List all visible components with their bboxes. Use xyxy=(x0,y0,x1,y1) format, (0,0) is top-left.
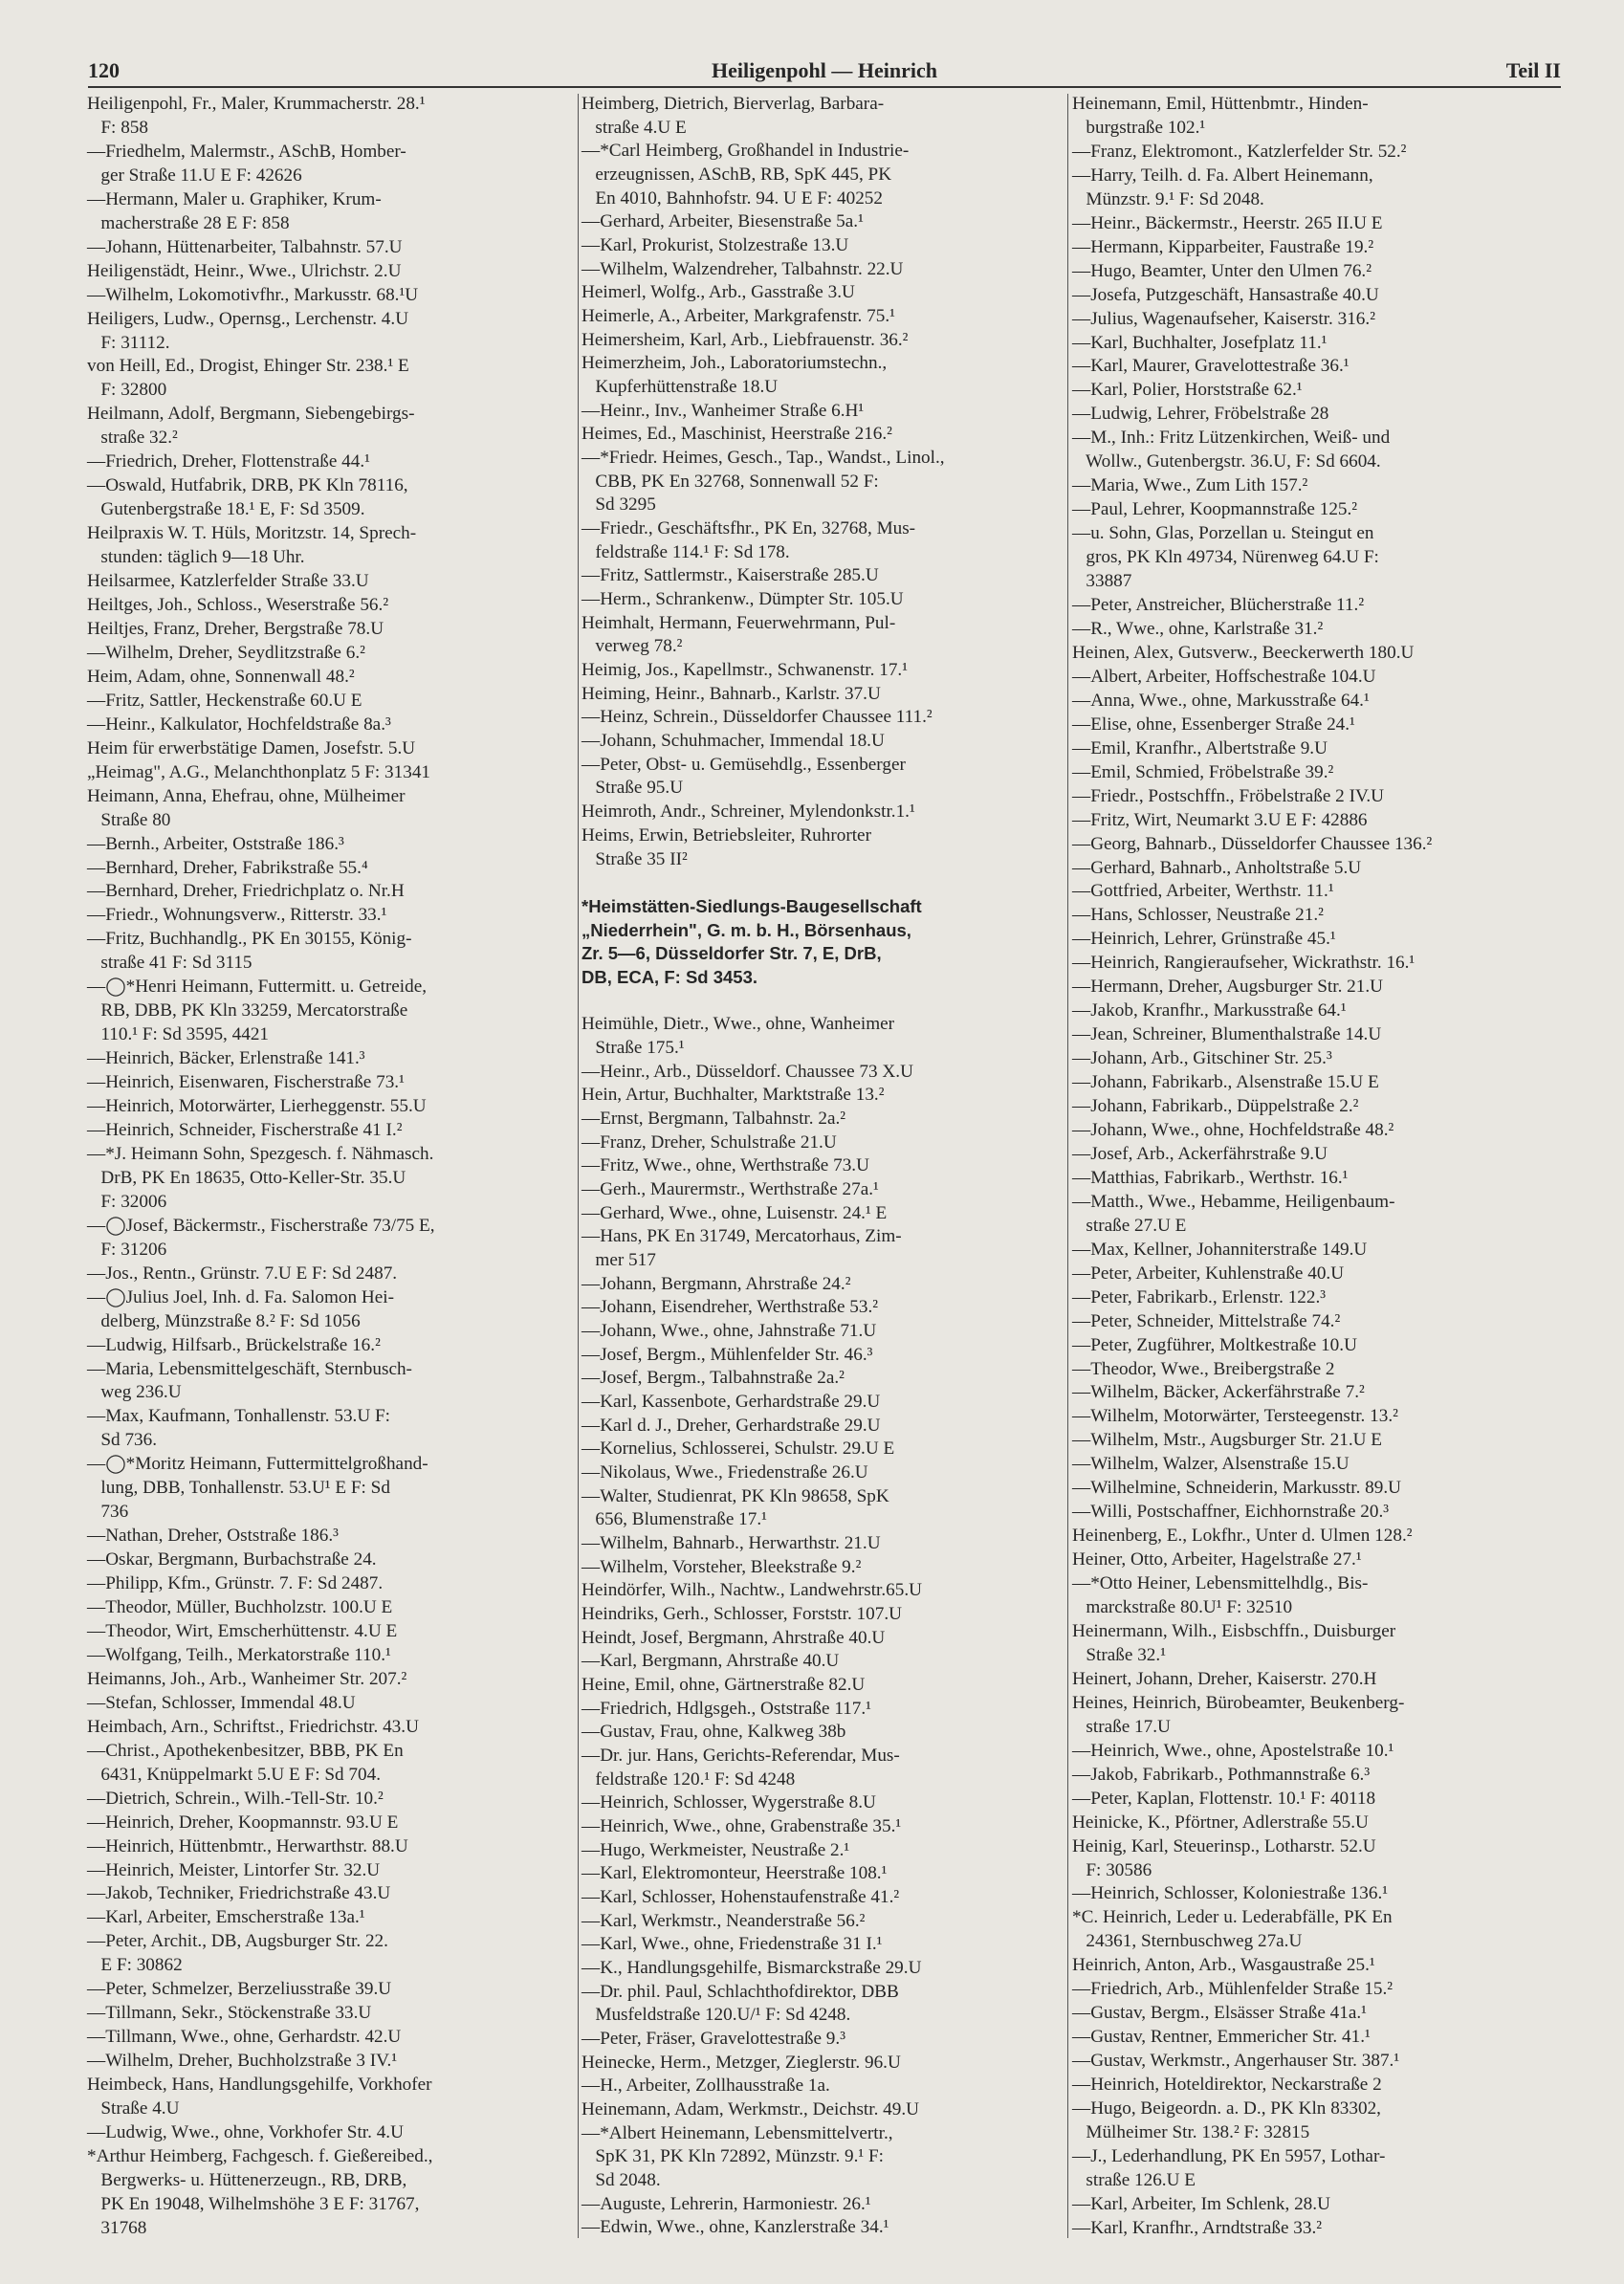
directory-entry-line: —Hans, Schlosser, Neustraße 21.² xyxy=(1072,905,1324,926)
directory-entry-line: Heimerl, Wolfg., Arb., Gasstraße 3.U xyxy=(582,282,855,303)
directory-entry-line: —Heinr., Bäckermstr., Heerstr. 265 II.U E xyxy=(1072,212,1383,233)
directory-entry-line: —Julius, Wagenaufseher, Kaiserstr. 316.² xyxy=(1072,308,1375,329)
directory-entry-line: —◯*Moritz Heimann, Futtermittelgroßhand- xyxy=(87,1454,428,1475)
directory-entry-line: Straße 80 xyxy=(87,809,171,830)
directory-entry-line: —Bernhard, Dreher, Friedrichplatz o. Nr.H xyxy=(87,881,405,902)
directory-entry-line: —Friedr., Wohnungsverw., Ritterstr. 33.¹ xyxy=(87,905,387,926)
directory-entry-line: —Theodor, Wirt, Emscherhüttenstr. 4.U E xyxy=(87,1621,398,1641)
directory-entry-line: —Auguste, Lehrerin, Harmoniestr. 26.¹ xyxy=(582,2193,871,2214)
directory-entry-line: —Wilhelm, Walzendreher, Talbahnstr. 22.U xyxy=(582,258,904,279)
directory-entry-line: delberg, Münzstraße 8.² F: Sd 1056 xyxy=(87,1310,361,1331)
directory-entry-line: Gutenbergstraße 18.¹ E, F: Sd 3509. xyxy=(87,499,365,520)
directory-entry-line: Heines, Heinrich, Bürobeamter, Beukenberg- xyxy=(1072,1692,1405,1713)
directory-entry-line: Zr. 5—6, Düsseldorfer Str. 7, E, DrB, xyxy=(582,943,882,964)
directory-entry-line: *Heimstätten-Siedlungs-Baugesellschaft xyxy=(582,895,922,916)
directory-entry-line: Heinrich, Anton, Arb., Wasgaustraße 25.¹ xyxy=(1072,1955,1375,1976)
directory-entry-line: Straße 4.U xyxy=(87,2098,180,2119)
directory-entry-line: —Heinr., Kalkulator, Hochfeldstraße 8a.³ xyxy=(87,714,391,735)
directory-entry-line: —Wolfgang, Teilh., Merkatorstraße 110.¹ xyxy=(87,1644,391,1665)
directory-entry-line: —Fritz, Buchhandlg., PK En 30155, König- xyxy=(87,929,412,950)
directory-entry-line: —Johann, Hüttenarbeiter, Talbahnstr. 57.U xyxy=(87,236,403,257)
directory-entry-line: —Franz, Elektromont., Katzlerfelder Str. 52.² xyxy=(1072,141,1407,162)
directory-entry-line: —Johann, Fabrikarb., Alsenstraße 15.U E xyxy=(1072,1072,1379,1093)
directory-entry-line: —*Friedr. Heimes, Gesch., Tap., Wandst., Linol., xyxy=(582,448,945,469)
directory-entry-line: —R., Wwe., ohne, Karlstraße 31.² xyxy=(1072,618,1324,639)
directory-column-2 xyxy=(582,94,1065,2238)
directory-entry-line: verweg 78.² xyxy=(582,636,683,657)
directory-entry-line: Heinemann, Emil, Hüttenbmtr., Hinden- xyxy=(1072,94,1369,114)
directory-entry-line: *Arthur Heimberg, Fachgesch. f. Gießereibed., xyxy=(87,2145,433,2166)
directory-entry-line: Münzstr. 9.¹ F: Sd 2048. xyxy=(1072,188,1264,209)
directory-entry-line: straße 4.U E xyxy=(582,117,687,138)
directory-entry-line: 736 xyxy=(87,1502,129,1523)
directory-entry-line: Heinenberg, E., Lokfhr., Unter d. Ulmen 128.² xyxy=(1072,1526,1413,1547)
directory-entry-line: —Karl, Elektromonteur, Heerstraße 108.¹ xyxy=(582,1863,888,1884)
directory-column-3 xyxy=(1072,94,1562,2238)
directory-entry-line: Heimanns, Joh., Arb., Wanheimer Str. 207.² xyxy=(87,1668,407,1689)
directory-entry-line: Wollw., Gutenbergstr. 36.U, F: Sd 6604. xyxy=(1072,451,1381,472)
directory-entry-line: Heiltges, Joh., Schloss., Weserstraße 56.² xyxy=(87,595,389,616)
directory-entry-line: —Heinrich, Bäcker, Erlenstraße 141.³ xyxy=(87,1048,365,1069)
directory-entry-line: —Ludwig, Wwe., ohne, Vorkhofer Str. 4.U xyxy=(87,2122,404,2143)
directory-entry-line: —Heinrich, Rangieraufseher, Wickrathstr. 16.¹ xyxy=(1072,953,1416,974)
column-divider xyxy=(1067,94,1068,2238)
directory-entry-line: Heindörfer, Wilh., Nachtw., Landwehrstr.65.U xyxy=(582,1580,922,1601)
directory-entry-line: F: 858 xyxy=(87,117,148,138)
directory-entry-line: —◯Josef, Bäckermstr., Fischerstraße 73/75 E, xyxy=(87,1215,435,1236)
directory-entry-line: 24361, Sternbuschweg 27a.U xyxy=(1072,1931,1303,1952)
directory-entry-line: Heinermann, Wilh., Eisbschffn., Duisburger xyxy=(1072,1621,1396,1641)
directory-entry-line: Straße 32.¹ xyxy=(1072,1644,1166,1665)
directory-entry-line: —Franz, Dreher, Schulstraße 21.U xyxy=(582,1131,837,1153)
directory-entry-line: —Gustav, Werkmstr., Angerhauser Str. 387.¹ xyxy=(1072,2051,1400,2072)
directory-entry-line: —Ludwig, Hilfsarb., Brückelstraße 16.² xyxy=(87,1334,381,1355)
directory-entry-line: mer 517 xyxy=(582,1249,656,1270)
directory-entry-line: F: 32006 xyxy=(87,1191,167,1212)
directory-entry-line: —Hugo, Beigeordn. a. D., PK Kln 83302, xyxy=(1072,2098,1381,2119)
directory-entry-line: —Matthias, Fabrikarb., Werthstr. 16.¹ xyxy=(1072,1167,1349,1188)
directory-entry-line: —Heinrich, Motorwärter, Lierheggenstr. 55.U xyxy=(87,1096,427,1117)
directory-entry-line: Heiligers, Ludw., Opernsg., Lerchenstr. 4.U xyxy=(87,308,409,329)
directory-entry-line: —Tillmann, Wwe., ohne, Gerhardstr. 42.U xyxy=(87,2027,402,2048)
directory-entry-line: —Heinrich, Schlosser, Koloniestraße 136.¹ xyxy=(1072,1883,1389,1904)
directory-entry-line: —Johann, Eisendreher, Werthstraße 53.² xyxy=(582,1297,878,1318)
directory-entry-line: Heinecke, Herm., Metzger, Zieglerstr. 96.U xyxy=(582,2052,901,2073)
directory-entry-line: Heimig, Jos., Kapellmstr., Schwanenstr. 17.¹ xyxy=(582,660,908,681)
directory-entry-line: Sd 2048. xyxy=(582,2170,661,2191)
directory-entry-line: —*Albert Heinemann, Lebensmittelvertr., xyxy=(582,2122,893,2143)
directory-entry-line: —Hermann, Dreher, Augsburger Str. 21.U xyxy=(1072,977,1384,998)
directory-entry-line: 33887 xyxy=(1072,571,1132,592)
directory-entry-line: —Gustav, Rentner, Emmericher Str. 41.¹ xyxy=(1072,2027,1371,2048)
directory-entry-line: —Hugo, Werkmeister, Neustraße 2.¹ xyxy=(582,1839,850,1860)
directory-entry-line: —Heinz, Schrein., Düsseldorfer Chaussee 111.² xyxy=(582,707,933,728)
directory-entry-line: straße 32.² xyxy=(87,428,178,449)
directory-entry-line: Heinemann, Adam, Werkmstr., Deichstr. 49.U xyxy=(582,2099,920,2120)
directory-entry-line: —Heinrich, Schneider, Fischerstraße 41 I.² xyxy=(87,1119,403,1140)
directory-entry-line: —Wilhelm, Dreher, Buchholzstraße 3 IV.¹ xyxy=(87,2051,398,2072)
directory-entry-line: Kupferhüttenstraße 18.U xyxy=(582,377,779,398)
directory-entry-line: burgstraße 102.¹ xyxy=(1072,117,1206,138)
directory-entry-line: —Kornelius, Schlosserei, Schulstr. 29.U E xyxy=(582,1438,895,1460)
directory-entry-line: —Karl, Arbeiter, Im Schlenk, 28.U xyxy=(1072,2193,1330,2214)
directory-entry-line: —Heinrich, Wwe., ohne, Grabenstraße 35.¹ xyxy=(582,1816,902,1837)
directory-entry-line: 6431, Knüppelmarkt 5.U E F: Sd 704. xyxy=(87,1764,381,1785)
directory-entry-line: —Hermann, Maler u. Graphiker, Krum- xyxy=(87,188,382,209)
directory-entry-line: —Theodor, Wwe., Breibergstraße 2 xyxy=(1072,1358,1335,1379)
directory-entry-line: F: 31112. xyxy=(87,332,170,353)
directory-entry-line: Musfeldstraße 120.U/¹ F: Sd 4248. xyxy=(582,2005,851,2026)
directory-entry-line: Heinig, Karl, Steuerinsp., Lotharstr. 52.U xyxy=(1072,1835,1376,1856)
directory-entry-line: straße 41 F: Sd 3115 xyxy=(87,953,252,974)
directory-entry-line: 31768 xyxy=(87,2217,147,2238)
directory-entry-line: Sd 736. xyxy=(87,1430,158,1451)
directory-entry-line: —Max, Kaufmann, Tonhallenstr. 53.U F: xyxy=(87,1406,390,1427)
directory-entry-line: —Johann, Fabrikarb., Düppelstraße 2.² xyxy=(1072,1096,1359,1117)
directory-entry-line: F: 30586 xyxy=(1072,1859,1152,1880)
directory-entry-line: En 4010, Bahnhofstr. 94. U E F: 40252 xyxy=(582,187,883,209)
directory-entry-line: Heilmann, Adolf, Bergmann, Siebengebirgs- xyxy=(87,404,415,425)
directory-entry-line: —Wilhelm, Mstr., Augsburger Str. 21.U E xyxy=(1072,1430,1382,1451)
directory-entry-line: straße 27.U E xyxy=(1072,1215,1187,1236)
directory-entry-line: weg 236.U xyxy=(87,1382,182,1403)
directory-entry-line: —Friedhelm, Malermstr., ASchB, Homber- xyxy=(87,141,406,162)
directory-entry-line: —Christ., Apothekenbesitzer, BBB, PK En xyxy=(87,1740,404,1761)
directory-entry-line: —Karl, Kranfhr., Arndtstraße 33.² xyxy=(1072,2217,1322,2238)
directory-entry-line: —Heinrich, Wwe., ohne, Apostelstraße 10.¹ xyxy=(1072,1740,1394,1761)
directory-entry-line: —Johann, Wwe., ohne, Hochfeldstraße 48.² xyxy=(1072,1119,1394,1140)
directory-entry-line: —Johann, Arb., Gitschiner Str. 25.³ xyxy=(1072,1048,1332,1069)
directory-entry-line: Heinen, Alex, Gutsverw., Beeckerwerth 180.U xyxy=(1072,642,1415,663)
directory-entry-line: —Friedr., Geschäftsfhr., PK En, 32768, Mus- xyxy=(582,518,916,539)
directory-entry-line: —Hugo, Beamter, Unter den Ulmen 76.² xyxy=(1072,260,1372,281)
directory-entry-line: Heiltjes, Franz, Dreher, Bergstraße 78.U xyxy=(87,618,384,639)
directory-entry-line: —Gustav, Bergm., Elsässer Straße 41a.¹ xyxy=(1072,2003,1367,2024)
directory-entry-line: —Karl, Polier, Horststraße 62.¹ xyxy=(1072,380,1303,401)
page-number: 120 xyxy=(88,58,120,82)
directory-entry-line: ger Straße 11.U E F: 42626 xyxy=(87,165,302,186)
directory-entry-line: —H., Arbeiter, Zollhausstraße 1a. xyxy=(582,2075,830,2097)
directory-entry-line: —*Carl Heimberg, Großhandel in Industrie- xyxy=(582,141,910,162)
directory-entry-line: feldstraße 114.¹ F: Sd 178. xyxy=(582,541,790,562)
directory-entry-line: straße 17.U xyxy=(1072,1716,1171,1737)
directory-entry-line: —Wilhelm, Walzer, Alsenstraße 15.U xyxy=(1072,1454,1350,1475)
directory-entry-line: —Theodor, Müller, Buchholzstr. 100.U E xyxy=(87,1597,393,1618)
column-divider xyxy=(578,94,579,2238)
directory-entry-line: —Tillmann, Sekr., Stöckenstraße 33.U xyxy=(87,2003,372,2024)
directory-entry-line: —Peter, Schmelzer, Berzeliusstraße 39.U xyxy=(87,1979,392,2000)
directory-entry-line: —Jos., Rentn., Grünstr. 7.U E F: Sd 2487. xyxy=(87,1263,398,1284)
directory-entry-line: —Friedrich, Hdlgsgeh., Oststraße 117.¹ xyxy=(582,1698,871,1719)
directory-entry-line: Hein, Artur, Buchhalter, Marktstraße 13.² xyxy=(582,1085,885,1106)
directory-entry-line: —Gerh., Maurermstr., Werthstraße 27a.¹ xyxy=(582,1178,879,1199)
directory-entry-line: —Jakob, Techniker, Friedrichstraße 43.U xyxy=(87,1883,391,1904)
directory-entry-line: —Oskar, Bergmann, Burbachstraße 24. xyxy=(87,1549,377,1570)
directory-entry-line: —Karl, Arbeiter, Emscherstraße 13a.¹ xyxy=(87,1907,365,1928)
directory-entry-line: PK En 19048, Wilhelmshöhe 3 E F: 31767, xyxy=(87,2193,420,2214)
directory-entry-line: —Karl, Werkmstr., Neanderstraße 56.² xyxy=(582,1910,866,1931)
directory-entry-line: —Herm., Schrankenw., Dümpter Str. 105.U xyxy=(582,589,904,610)
directory-entry-line: —Heinrich, Meister, Lintorfer Str. 32.U xyxy=(87,1859,381,1880)
directory-entry-line: —Heinrich, Schlosser, Wygerstraße 8.U xyxy=(582,1792,876,1813)
directory-entry-line: —Fritz, Sattlermstr., Kaiserstraße 285.U xyxy=(582,565,879,586)
directory-entry-line: —Dr. phil. Paul, Schlachthofdirektor, DBB xyxy=(582,1981,899,2002)
directory-entry-line: feldstraße 120.¹ F: Sd 4248 xyxy=(582,1768,796,1790)
directory-entry-line: —Elise, ohne, Essenberger Straße 24.¹ xyxy=(1072,714,1355,735)
directory-entry-line: —Heinrich, Hoteldirektor, Neckarstraße 2 xyxy=(1072,2075,1382,2096)
directory-entry-line: Heimes, Ed., Maschinist, Heerstraße 216.² xyxy=(582,424,892,445)
directory-entry-line: Heilpraxis W. T. Hüls, Moritzstr. 14, Sprech- xyxy=(87,523,417,544)
directory-entry-line: —Josef, Bergm., Mühlenfelder Str. 46.³ xyxy=(582,1344,873,1365)
directory-entry-line: marckstraße 80.U¹ F: 32510 xyxy=(1072,1597,1293,1618)
directory-entry-line: —Heinrich, Eisenwaren, Fischerstraße 73.¹ xyxy=(87,1072,405,1093)
directory-entry-line: —Albert, Arbeiter, Hoffschestraße 104.U xyxy=(1072,666,1376,687)
directory-entry-line: Straße 175.¹ xyxy=(582,1037,685,1058)
directory-entry-line: —u. Sohn, Glas, Porzellan u. Steingut en xyxy=(1072,523,1374,544)
directory-entry-line: —Peter, Archit., DB, Augsburger Str. 22. xyxy=(87,1931,388,1952)
directory-entry-line: Heindriks, Gerh., Schlosser, Forststr. 107.U xyxy=(582,1604,902,1624)
directory-entry-line: —Karl, Bergmann, Ahrstraße 40.U xyxy=(582,1651,840,1672)
directory-entry-line: Heimberg, Dietrich, Bierverlag, Barbara- xyxy=(582,94,885,114)
directory-entry-line: Heine, Emil, ohne, Gärtnerstraße 82.U xyxy=(582,1675,866,1696)
directory-entry-line: —Wilhelm, Dreher, Seydlitzstraße 6.² xyxy=(87,642,365,663)
directory-entry-line: —Georg, Bahnarb., Düsseldorfer Chaussee 136.² xyxy=(1072,833,1433,854)
directory-entry-line: —Anna, Wwe., ohne, Markusstraße 64.¹ xyxy=(1072,690,1370,711)
directory-entry-line: —Gerhard, Arbeiter, Biesenstraße 5a.¹ xyxy=(582,211,864,232)
directory-entry-line: —Fritz, Wwe., ohne, Werthstraße 73.U xyxy=(582,1155,869,1176)
directory-entry-line: Heimbeck, Hans, Handlungsgehilfe, Vorkhofer xyxy=(87,2075,432,2096)
directory-entry-line: Heimerzheim, Joh., Laboratoriumstechn., xyxy=(582,353,888,374)
directory-entry-line: —Gustav, Frau, ohne, Kalkweg 38b xyxy=(582,1722,846,1743)
directory-entry-line: —Dietrich, Schrein., Wilh.-Tell-Str. 10.² xyxy=(87,1788,384,1809)
running-title: Heiligenpohl — Heinrich xyxy=(712,58,937,82)
directory-entry-line: —Maria, Lebensmittelgeschäft, Sternbusch- xyxy=(87,1358,412,1379)
spacer xyxy=(582,872,1065,892)
directory-entry-line: —Karl, Buchhalter, Josefplatz 11.¹ xyxy=(1072,332,1328,353)
directory-entry-line: —Edwin, Wwe., ohne, Kanzlerstraße 34.¹ xyxy=(582,2217,889,2238)
directory-entry-line: RB, DBB, PK Kln 33259, Mercatorstraße xyxy=(87,1000,408,1021)
directory-entry-line: gros, PK Kln 49734, Nürenweg 64.U F: xyxy=(1072,547,1379,568)
directory-entry-line: —Gerhard, Wwe., ohne, Luisenstr. 24.¹ E xyxy=(582,1202,888,1223)
directory-entry-line: —Wilhelm, Bäcker, Ackerfährstraße 7.² xyxy=(1072,1382,1365,1403)
directory-entry-line: 656, Blumenstraße 17.¹ xyxy=(582,1509,767,1530)
directory-entry-line: Heiming, Heinr., Bahnarb., Karlstr. 37.U xyxy=(582,683,881,704)
directory-entry-line: —Ludwig, Lehrer, Fröbelstraße 28 xyxy=(1072,404,1329,425)
directory-entry-line: F: 32800 xyxy=(87,380,167,401)
directory-entry-line: —Karl, Kassenbote, Gerhardstraße 29.U xyxy=(582,1391,881,1412)
directory-entry-line: —Josef, Arb., Ackerfährstraße 9.U xyxy=(1072,1143,1328,1164)
directory-entry-line: erzeugnissen, ASchB, RB, SpK 445, PK xyxy=(582,165,892,186)
directory-entry-line: —Heinrich, Lehrer, Grünstraße 45.¹ xyxy=(1072,929,1336,950)
directory-entry-line: —Wilhelm, Vorsteher, Bleekstraße 9.² xyxy=(582,1556,862,1577)
directory-entry-line: —Emil, Kranfhr., Albertstraße 9.U xyxy=(1072,737,1328,758)
spacer xyxy=(582,991,1065,1011)
directory-entry-line: Heinicke, K., Pförtner, Adlerstraße 55.U xyxy=(1072,1812,1369,1833)
directory-entry-line: —Friedrich, Arb., Mühlenfelder Straße 15.² xyxy=(1072,1979,1394,2000)
directory-entry-line: Heinert, Johann, Dreher, Kaiserstr. 270.H xyxy=(1072,1668,1377,1689)
directory-entry-line: —*J. Heimann Sohn, Spezgesch. f. Nähmasch. xyxy=(87,1143,434,1164)
directory-entry-line: —Peter, Zugführer, Moltkestraße 10.U xyxy=(1072,1334,1357,1355)
directory-entry-line: —Fritz, Wirt, Neumarkt 3.U E F: 42886 xyxy=(1072,809,1368,830)
directory-entry-line: —Jakob, Kranfhr., Markusstraße 64.¹ xyxy=(1072,1000,1347,1021)
directory-entry-line: —Gottfried, Arbeiter, Werthstr. 11.¹ xyxy=(1072,881,1334,902)
directory-entry-line: —M., Inh.: Fritz Lützenkirchen, Weiß- und xyxy=(1072,428,1391,449)
directory-entry-line: —Fritz, Sattler, Heckenstraße 60.U E xyxy=(87,690,362,711)
directory-entry-line: Heilsarmee, Katzlerfelder Straße 33.U xyxy=(87,571,369,592)
directory-entry-line: —◯Julius Joel, Inh. d. Fa. Salomon Hei- xyxy=(87,1286,394,1307)
directory-entry-line: —Wilhelm, Lokomotivfhr., Markusstr. 68.¹U xyxy=(87,284,419,305)
directory-entry-line: —K., Handlungsgehilfe, Bismarckstraße 29.U xyxy=(582,1958,922,1979)
directory-entry-line: „Niederrhein", G. m. b. H., Börsenhaus, xyxy=(582,919,911,940)
directory-entry-line: Heim für erwerbstätige Damen, Josefstr. 5.U xyxy=(87,737,416,758)
directory-entry-line: —Harry, Teilh. d. Fa. Albert Heinemann, xyxy=(1072,165,1373,186)
directory-entry-line: —Karl, Wwe., ohne, Friedenstraße 31 I.¹ xyxy=(582,1934,883,1955)
part-label: Teil II xyxy=(1505,58,1561,82)
directory-entry-line: —Heinr., Inv., Wanheimer Straße 6.H¹ xyxy=(582,400,865,421)
directory-entry-line: —Peter, Kaplan, Flottenstr. 10.¹ F: 40118 xyxy=(1072,1788,1376,1809)
directory-entry-line: E F: 30862 xyxy=(87,1955,183,1976)
directory-entry-line: Heimroth, Andr., Schreiner, Mylendonkstr.1.¹ xyxy=(582,802,915,823)
directory-entry-line: —Josef, Bergm., Talbahnstraße 2a.² xyxy=(582,1368,845,1389)
directory-entry-line: —Karl, Maurer, Gravelottestraße 36.¹ xyxy=(1072,356,1350,377)
directory-entry-line: —Peter, Schneider, Mittelstraße 74.² xyxy=(1072,1310,1341,1331)
directory-entry-line: —Peter, Fräser, Gravelottestraße 9.³ xyxy=(582,2029,845,2050)
directory-entry-line: —Bernhard, Dreher, Fabrikstraße 55.⁴ xyxy=(87,857,368,878)
directory-entry-line: lung, DBB, Tonhallenstr. 53.U¹ E F: Sd xyxy=(87,1478,390,1499)
directory-entry-line: —Johann, Wwe., ohne, Jahnstraße 71.U xyxy=(582,1320,877,1341)
directory-entry-line: von Heill, Ed., Drogist, Ehinger Str. 238.¹ E xyxy=(87,356,409,377)
directory-entry-line: —Peter, Anstreicher, Blücherstraße 11.² xyxy=(1072,595,1365,616)
directory-entry-line: straße 126.U E xyxy=(1072,2169,1196,2190)
directory-entry-line: Heiligenstädt, Heinr., Wwe., Ulrichstr. 2.U xyxy=(87,260,402,281)
directory-entry-line: —Hermann, Kipparbeiter, Faustraße 19.² xyxy=(1072,236,1374,257)
directory-entry-line: CBB, PK En 32768, Sonnenwall 52 F: xyxy=(582,471,879,492)
directory-entry-line: —Matth., Wwe., Hebamme, Heiligenbaum- xyxy=(1072,1191,1395,1212)
directory-entry-line: DrB, PK En 18635, Otto-Keller-Str. 35.U xyxy=(87,1167,406,1188)
directory-entry-line: Straße 35 II² xyxy=(582,848,688,869)
directory-column-1 xyxy=(87,94,575,2238)
directory-entry-line: —Max, Kellner, Johanniterstraße 149.U xyxy=(1072,1239,1368,1260)
directory-entry-line: —Peter, Obst- u. Gemüsehdlg., Essenberger xyxy=(582,754,906,775)
directory-entry-line: —Nathan, Dreher, Oststraße 186.³ xyxy=(87,1526,339,1547)
directory-entry-line: Heiner, Otto, Arbeiter, Hagelstraße 27.¹ xyxy=(1072,1549,1362,1570)
directory-entry-line: Heiligenpohl, Fr., Maler, Krummacherstr. 28.¹ xyxy=(87,94,426,114)
directory-entry-line: Heimhalt, Hermann, Feuerwehrmann, Pul- xyxy=(582,612,896,633)
directory-entry-line: —Maria, Wwe., Zum Lith 157.² xyxy=(1072,475,1308,496)
directory-entry-line: DB, ECA, F: Sd 3453. xyxy=(582,966,758,987)
directory-entry-line: *C. Heinrich, Leder u. Lederabfälle, PK En xyxy=(1072,1907,1393,1928)
directory-entry-line: —Willi, Postschaffner, Eichhornstraße 20.³ xyxy=(1072,1502,1390,1523)
directory-entry-line: „Heimag", A.G., Melanchthonplatz 5 F: 31341 xyxy=(87,761,431,782)
directory-entry-line: —Wilhelm, Bahnarb., Herwarthstr. 21.U xyxy=(582,1532,881,1553)
directory-entry-line: —Philipp, Kfm., Grünstr. 7. F: Sd 2487. xyxy=(87,1573,384,1594)
directory-entry-line: stunden: täglich 9—18 Uhr. xyxy=(87,547,305,568)
directory-entry-line: SpK 31, PK Kln 72892, Münzstr. 9.¹ F: xyxy=(582,2146,884,2167)
directory-entry-line: —Heinr., Arb., Düsseldorf. Chaussee 73 X.U xyxy=(582,1061,913,1082)
directory-entry-line: —Johann, Bergmann, Ahrstraße 24.² xyxy=(582,1273,851,1294)
directory-entry-line: Heindt, Josef, Bergmann, Ahrstraße 40.U xyxy=(582,1627,886,1648)
directory-entry-line: —*Otto Heiner, Lebensmittelhdlg., Bis- xyxy=(1072,1573,1369,1594)
directory-entry-line: —Stefan, Schlosser, Immendal 48.U xyxy=(87,1692,356,1713)
directory-entry-line: —Ernst, Bergmann, Talbahnstr. 2a.² xyxy=(582,1108,846,1129)
directory-entry-line: Heim, Adam, ohne, Sonnenwall 48.² xyxy=(87,666,355,687)
directory-entry-line: —J., Lederhandlung, PK En 5957, Lothar- xyxy=(1072,2145,1386,2166)
directory-entry-line: —Nikolaus, Wwe., Friedenstraße 26.U xyxy=(582,1461,868,1482)
directory-entry-line: Heimühle, Dietr., Wwe., ohne, Wanheimer xyxy=(582,1014,895,1035)
directory-entry-line: —Paul, Lehrer, Koopmannstraße 125.² xyxy=(1072,499,1358,520)
directory-entry-line: —Karl d. J., Dreher, Gerhardstraße 29.U xyxy=(582,1415,881,1436)
directory-entry-line: F: 31206 xyxy=(87,1239,167,1260)
directory-entry-line: —Wilhelm, Motorwärter, Tersteegenstr. 13.² xyxy=(1072,1406,1398,1427)
directory-entry-line: Heimerle, A., Arbeiter, Markgrafenstr. 75.¹ xyxy=(582,306,895,327)
directory-entry-line: Straße 95.U xyxy=(582,778,684,799)
directory-entry-line: Heimersheim, Karl, Arb., Liebfrauenstr. 36.² xyxy=(582,329,909,350)
directory-entry-line: —Emil, Schmied, Fröbelstraße 39.² xyxy=(1072,761,1334,782)
directory-entry-line: —Karl, Prokurist, Stolzestraße 13.U xyxy=(582,235,849,256)
directory-entry-line: Mülheimer Str. 138.² F: 32815 xyxy=(1072,2122,1310,2143)
directory-entry-line: —Josefa, Putzgeschäft, Hansastraße 40.U xyxy=(1072,284,1379,305)
directory-entry-line: —Gerhard, Bahnarb., Anholtstraße 5.U xyxy=(1072,857,1362,878)
directory-entry-line: Heims, Erwin, Betriebsleiter, Ruhrorter xyxy=(582,824,871,846)
directory-entry-line: —Friedrich, Dreher, Flottenstraße 44.¹ xyxy=(87,451,370,472)
directory-entry-line: Bergwerks- u. Hüttenerzeugn., RB, DRB, xyxy=(87,2169,407,2190)
directory-entry-line: —Walter, Studienrat, PK Kln 98658, SpK xyxy=(582,1485,889,1506)
directory-entry-line: —Peter, Arbeiter, Kuhlenstraße 40.U xyxy=(1072,1263,1345,1284)
directory-entry-line: —Heinrich, Hüttenbmtr., Herwarthstr. 88.U xyxy=(87,1835,408,1856)
directory-entry-line: Heimann, Anna, Ehefrau, ohne, Mülheimer xyxy=(87,785,406,806)
directory-entry-line: —Hans, PK En 31749, Mercatorhaus, Zim- xyxy=(582,1226,902,1247)
directory-entry-line: —Johann, Schuhmacher, Immendal 18.U xyxy=(582,731,885,752)
directory-entry-line: —◯*Henri Heimann, Futtermitt. u. Getreide, xyxy=(87,977,428,998)
directory-entry-line: 110.¹ F: Sd 3595, 4421 xyxy=(87,1024,270,1045)
directory-entry-line: —Friedr., Postschffn., Fröbelstraße 2 IV.U xyxy=(1072,785,1384,806)
page-header xyxy=(88,55,1561,88)
directory-entry-line: —Karl, Schlosser, Hohenstaufenstraße 41.² xyxy=(582,1887,900,1908)
directory-entry-line: Sd 3295 xyxy=(582,494,656,516)
directory-entry-line: Heimbach, Arn., Schriftst., Friedrichstr. 43.U xyxy=(87,1716,419,1737)
directory-entry-line: —Dr. jur. Hans, Gerichts-Referendar, Mus- xyxy=(582,1746,900,1767)
directory-entry-line: —Jakob, Fabrikarb., Pothmannstraße 6.³ xyxy=(1072,1764,1371,1785)
directory-entry-line: —Bernh., Arbeiter, Oststraße 186.³ xyxy=(87,833,344,854)
directory-entry-line: —Heinrich, Dreher, Koopmannstr. 93.U E xyxy=(87,1812,399,1833)
directory-entry-line: —Peter, Fabrikarb., Erlenstr. 122.³ xyxy=(1072,1286,1327,1307)
directory-entry-line: —Wilhelmine, Schneiderin, Markusstr. 89.U xyxy=(1072,1478,1402,1499)
directory-entry-line: —Jean, Schreiner, Blumenthalstraße 14.U xyxy=(1072,1024,1382,1045)
directory-entry-line: —Oswald, Hutfabrik, DRB, PK Kln 78116, xyxy=(87,475,408,496)
directory-entry-line: macherstraße 28 E F: 858 xyxy=(87,212,290,233)
